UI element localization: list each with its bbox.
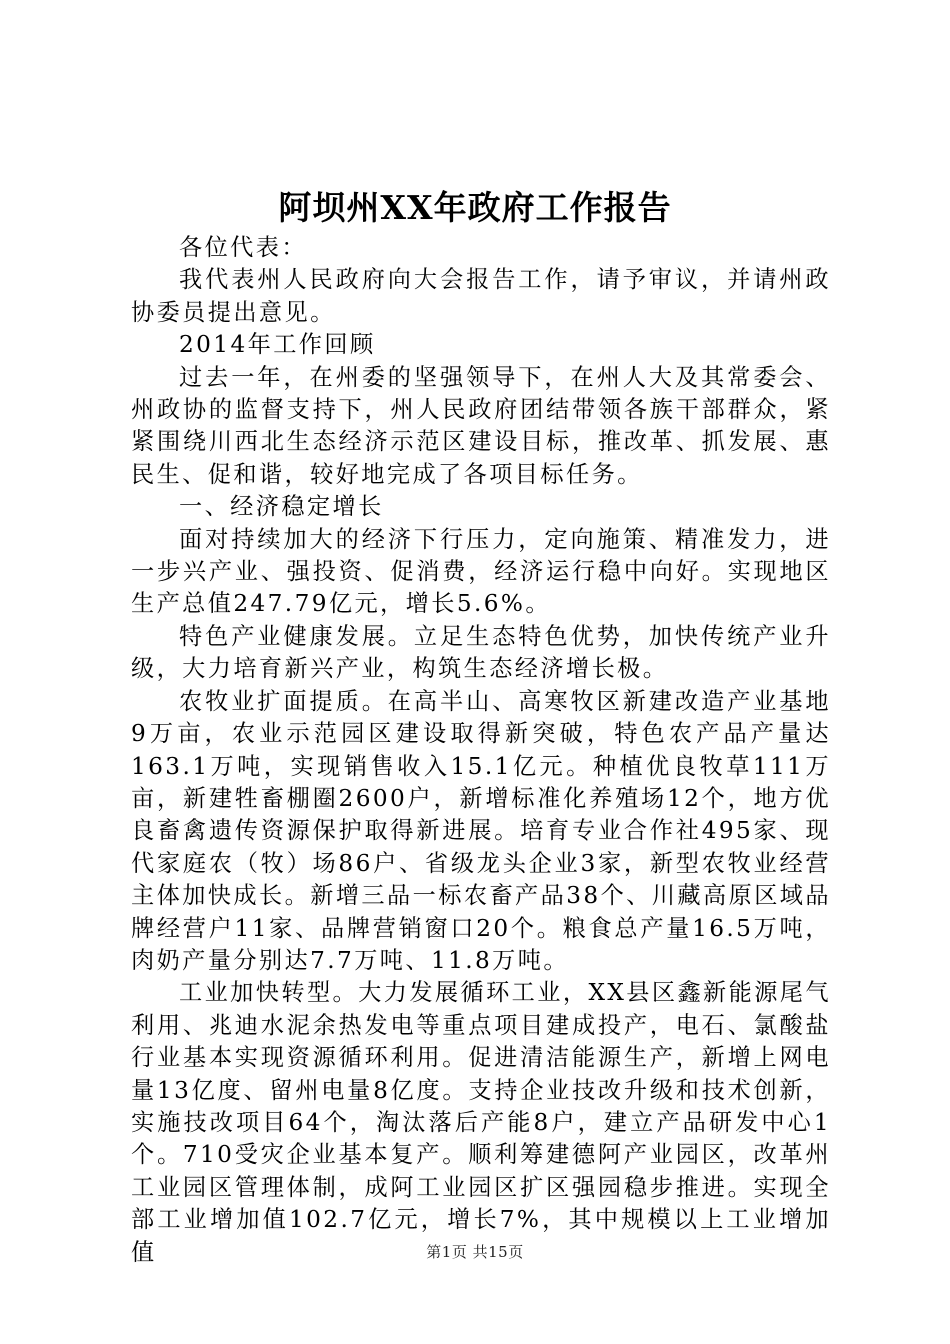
section-heading-economy: 一、经济稳定增长 (179, 493, 384, 521)
salutation: 各位代表： (179, 234, 307, 261)
industry-paragraph: 特色产业健康发展。立足生态特色优势，加快传统产业升级，大力培育新兴产业，构筑生态经济增长极。 (131, 622, 831, 683)
agriculture-paragraph: 农牧业扩面提质。在高半山、高寒牧区新建改造产业基地9万亩，农业示范园区建设取得新突破，特色农产品产量达163.1万吨，实现销售收入15.1亿元。种植优良牧草111万亩，新建牲畜棚圈2600户，新增标准化养殖场12个，地方优良畜禽遗传资源保护取得新进展。培育专业合作社495家、现代家庭农（牧）场86户、省级龙头企业3家，新型农牧业经营主体加快成长。新增三品一标农畜产品38个、川藏高原区域品牌经营户11家、品牌营销窗口20个。粮食总产量16.5万吨，肉奶产量分别达7.7万吨、11.8万吨。 (131, 687, 831, 974)
section-heading-review: 2014年工作回顾 (179, 331, 376, 359)
document-title: 阿坝州XX年政府工作报告 (278, 188, 672, 227)
opening-paragraph: 我代表州人民政府向大会报告工作，请予审议，并请州政协委员提出意见。 (131, 266, 831, 326)
economy-paragraph: 面对持续加大的经济下行压力，定向施策、精准发力，进一步兴产业、强投资、促消费，经济运行稳中向好。实现地区生产总值247.79亿元，增长5.6%。 (131, 525, 831, 618)
document-body (131, 232, 831, 1269)
page-number-footer: 第1页 共15页 (426, 1243, 524, 1261)
review-paragraph: 过去一年，在州委的坚强领导下，在州人大及其常委会、州政协的监督支持下，州人民政府团结带领各族干部群众，紧紧围绕川西北生态经济示范区建设目标，推改革、抓发展、惠民生、促和谐，较好地完成了各项目标任务。 (131, 363, 831, 488)
manufacturing-paragraph: 工业加快转型。大力发展循环工业，XX县区鑫新能源尾气利用、兆迪水泥余热发电等重点项目建成投产，电石、氯酸盐行业基本实现资源循环利用。促进清洁能源生产，新增上网电量13亿度、留州电量8亿度。支持企业技改升级和技术创新，实施技改项目64个，淘汰落后产能8户，建立产品研发中心1个。710受灾企业基本复产。顺利筹建德阿产业园区，改革州工业园区管理体制，成阿工业园区扩区强园稳步推进。实现全部工业增加值102.7亿元，增长7%，其中规模以上工业增加值 (131, 979, 831, 1266)
